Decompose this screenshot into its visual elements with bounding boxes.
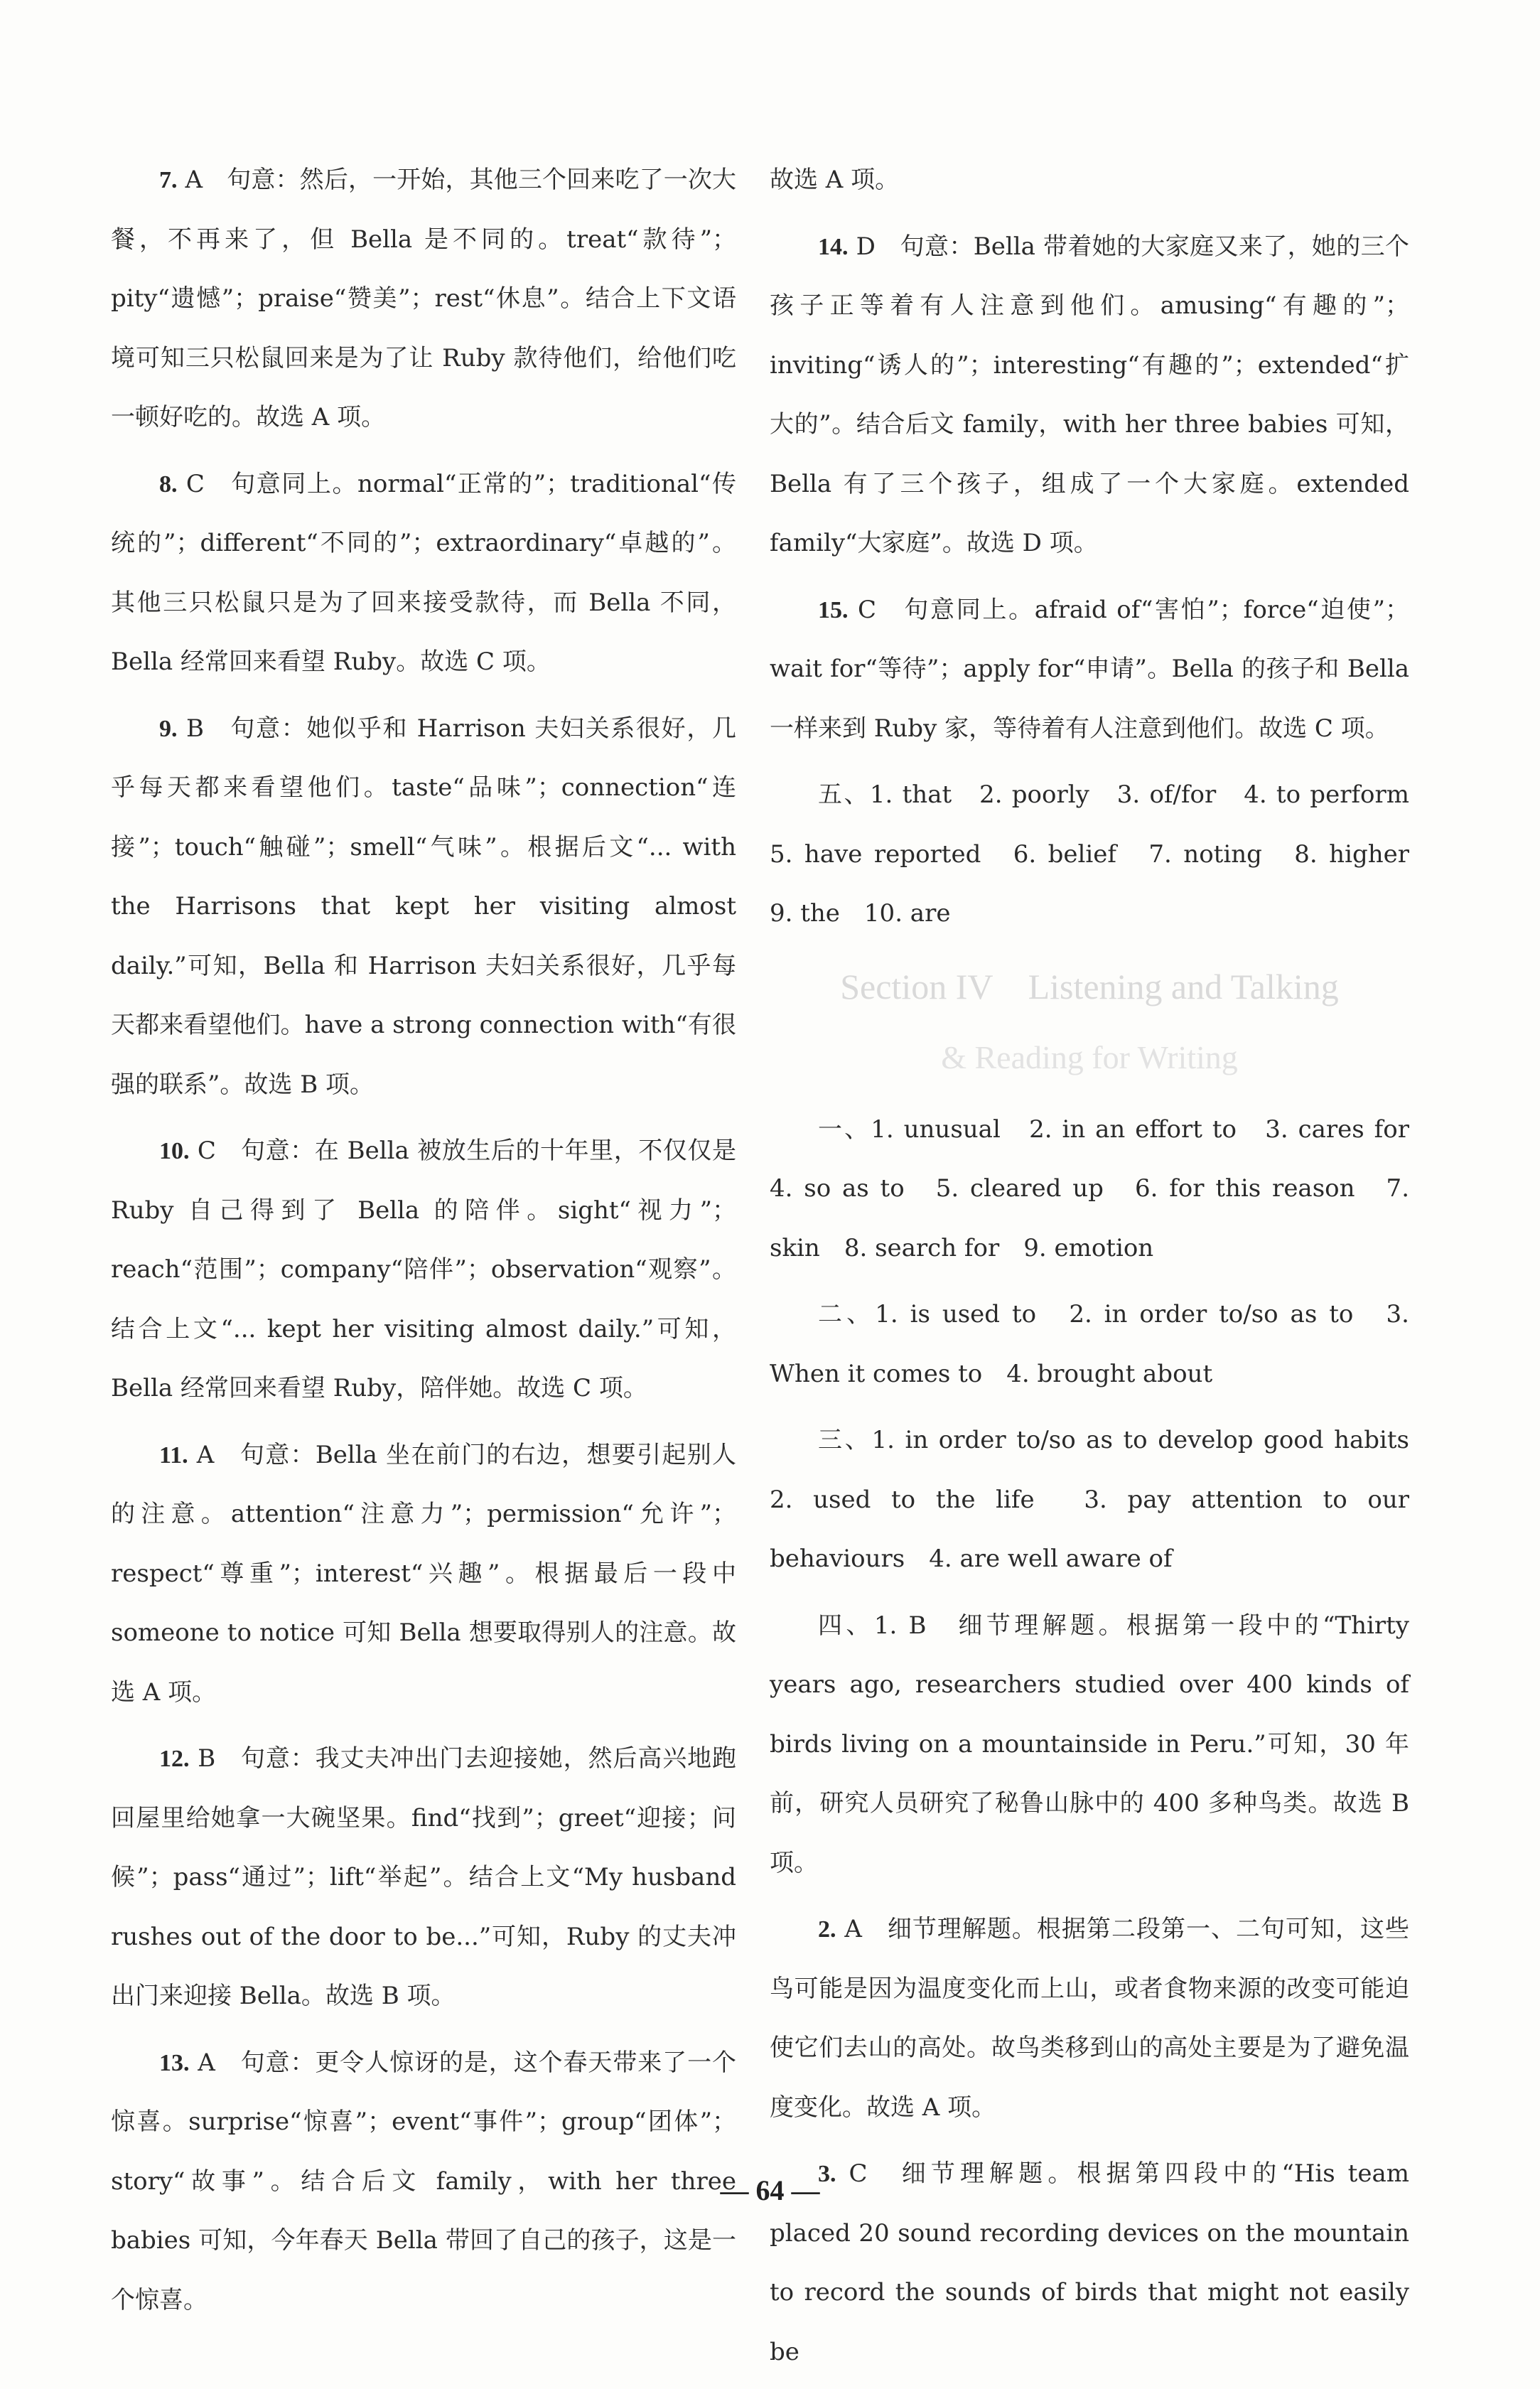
section-subtitle: & Reading for Writing — [941, 1038, 1238, 1075]
part-3-answers: 三、1. in order to/so as to develop good habits 2. used to the life 3. pay attention to our behaviours 4. are well aware of — [770, 1426, 1433, 1573]
answer-15: 15. C 句意同上。afraid of“害怕”；force“迫使”；wait for“等待”；apply for“申请”。Bella 的孩子和 Bella 一样来到 Ruby 家，等待着有人注意到他们。故选 C 项。 — [770, 595, 1409, 743]
answer-7: 7. A 句意：然后，一开始，其他三个回来吃了一次大餐，不再来了，但 Bella 是不同的。treat“款待”；pity“遗憾”；praise“赞美”；rest“休息”。结合上下文语境可知三只松鼠回来是为了让 Ruby 款待他们，给他们吃一顿好吃的。故选 A 项。 — [111, 166, 736, 431]
answer-12: 12. B 句意：我丈夫冲出门去迎接她，然后高兴地跑回屋里给她拿一大碗坚果。find“找到”；greet“迎接；问候”；pass“通过”；lift“举起”。结合上文“My husband rushes out of the door to be...”可知，Ruby 的丈夫冲出门来迎接 Bella。故选 B 项。 — [111, 1744, 737, 2010]
part-5-answers: 五、1. that 2. poorly 3. of/for 4. to perform 5. have reported 6. belief 7. noting 8. higher 9. the 10. are — [770, 780, 1433, 928]
part-4-answer-1: 四、1. B 细节理解题。根据第一段中的“Thirty years ago, researchers studied over 400 kinds of birds living on a mountainside in Peru.”可知，30 年前，研究人员研究了秘鲁山脉中的 400 多种鸟类。故选 B 项。 — [770, 1611, 1409, 1877]
left-column — [111, 151, 736, 2337]
answer-13: 13. A 句意：更令人惊讶的是，这个春天带来了一个惊喜。surprise“惊喜”；event“事件”；group“团体”；story“故事”。结合后文 family，with her three babies 可知，今年春天 Bella 带回了自己的孩子，这是一个惊喜。 — [111, 2048, 736, 2314]
answer-10: 10. C 句意：在 Bella 被放生后的十年里，不仅仅是 Ruby 自己得到了 Bella 的陪伴。sight“视力”；reach“范围”；company“陪伴”；observation“观察”。结合上文“... kept her visiting almost daily.”可知，Bella 经常回来看望 Ruby，陪伴她。故选 C 项。 — [111, 1137, 736, 1402]
page-number: — 64 — — [720, 2174, 820, 2206]
part-4-answer-2: 2. A 细节理解题。根据第二段第一、二句可知，这些鸟可能是因为温度变化而上山，或者食物来源的改变可能迫使它们去山的高处。故鸟类移到山的高处主要是为了避免温度变化。故选 A 项。 — [770, 1915, 1409, 2122]
answer-11: 11. A 句意：Bella 坐在前门的右边，想要引起别人的注意。attention“注意力”；permission“允许”；respect“尊重”；interest“兴趣”。根据最后一段中 someone to notice 可知 Bella 想要取得别人的注意。故选 A 项。 — [111, 1440, 736, 1707]
part-1-answers: 一、1. unusual 2. in an effort to 3. cares for 4. so as to 5. cleared up 6. for this reason 7. skin 8. search for 9. emotion — [770, 1115, 1433, 1262]
answer-9: 9. B 句意：她似乎和 Harrison 夫妇关系很好，几乎每天都来看望他们。taste“品味”；connection“连接”；touch“触碰”；smell“气味”。根据后文“... with the Harrisons that kept her visiting almost daily.”可知，Bella 和 Harrison 夫妇关系很好，几乎每天都来看望他们。have a strong connection with“有很强的联系”。故选 B 项。 — [111, 714, 737, 1099]
right-column — [770, 151, 1433, 2389]
section-title: Section IV Listening and Talking — [840, 966, 1339, 1006]
answer-13-continued: 故选 A 项。 — [770, 166, 900, 194]
answer-8: 8. C 句意同上。normal“正常的”；traditional“传统的”；different“不同的”；extraordinary“卓越的”。其他三只松鼠只是为了回来接受款待，而 Bella 不同，Bella 经常回来看望 Ruby。故选 C 项。 — [111, 469, 736, 676]
part-2-answers: 二、1. is used to 2. in order to/so as to 3. When it comes to 4. brought about — [770, 1300, 1409, 1388]
part-4-answer-3: 3. C 细节理解题。根据第四段中的“His team placed 20 sound recording devices on the mountain to record the sounds of birds that might not easily be — [770, 2159, 1409, 2366]
answer-14: 14. D 句意：Bella 带着她的大家庭又来了，她的三个孩子正等着有人注意到他们。amusing“有趣的”；inviting“诱人的”；interesting“有趣的”；extended“扩大的”。结合后文 family，with her three babies 可知，Bella 有了三个孩子，组成了一个大家庭。extended family“大家庭”。故选 D 项。 — [770, 232, 1409, 557]
